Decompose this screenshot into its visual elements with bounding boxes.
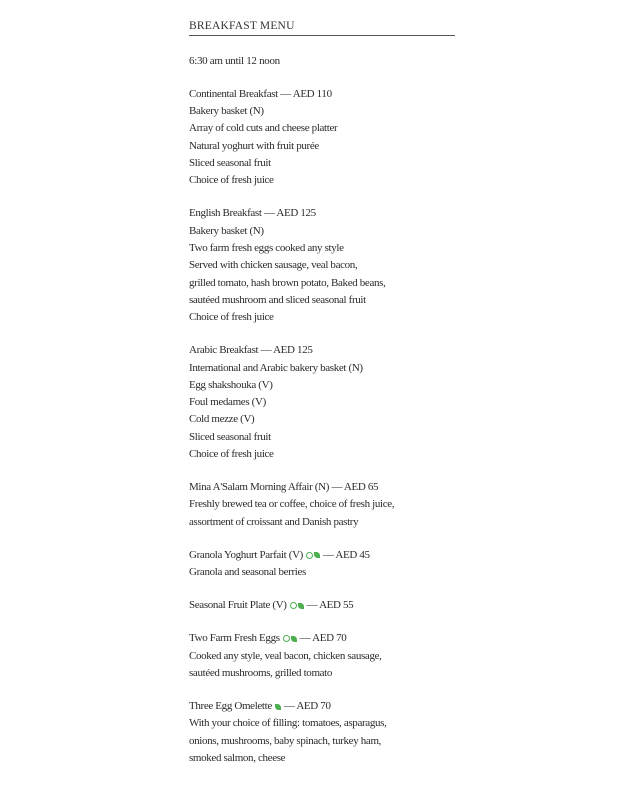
menu-item-description: grilled tomato, hash brown potato, Baked beans, — [189, 276, 386, 289]
leaf-icon — [275, 704, 281, 710]
menu-item-description: Array of cold cuts and cheese platter — [189, 122, 338, 135]
menu-item-heading — [189, 205, 489, 222]
menu-item-description: sautéed mushroom and sliced seasonal fruit — [189, 293, 366, 306]
menu-item-price: — AED 55 — [306, 599, 354, 612]
menu-item-price: — AED 65 — [331, 481, 379, 494]
menu-item-description: Freshly brewed tea or coffee, choice of fresh juice, — [189, 498, 395, 511]
vegetarian-icon — [290, 602, 297, 609]
menu-item-description: Egg shakshouka (V) — [189, 378, 273, 391]
dietary-icons — [275, 704, 281, 710]
menu-item-name: Seasonal Fruit Plate (V) — [189, 599, 287, 612]
menu-item-description: Bakery basket (N) — [189, 224, 264, 237]
menu-section — [189, 342, 489, 463]
menu-section — [189, 630, 489, 682]
menu-item-heading — [189, 698, 489, 715]
menu-item-name: Mina A'Salam Morning Affair (N) — [189, 481, 330, 494]
menu-item-price: — AED 110 — [280, 87, 332, 100]
menu-item-description: sautéed mushrooms, grilled tomato — [189, 666, 333, 679]
menu-item-description: Cold mezze (V) — [189, 413, 255, 426]
menu-item-description: Two farm fresh eggs cooked any style — [189, 241, 344, 254]
menu-section — [189, 597, 489, 614]
menu-item-description: With your choice of filling: tomatoes, asparagus, — [189, 717, 387, 730]
menu-item-heading — [189, 342, 489, 359]
menu-section — [189, 479, 489, 531]
dietary-icons — [283, 635, 297, 642]
menu-item-description: Sliced seasonal fruit — [189, 430, 271, 443]
menu-item-description: Granola and seasonal berries — [189, 566, 306, 579]
menu-item-heading — [189, 86, 489, 103]
menu-item-description: Foul medames (V) — [189, 396, 266, 409]
menu-item-heading — [189, 630, 489, 647]
vegetarian-icon — [306, 552, 313, 559]
leaf-icon — [314, 552, 320, 558]
menu-item-price: — AED 125 — [263, 207, 316, 220]
dietary-icons — [290, 602, 304, 609]
menu-item-name: Continental Breakfast — [189, 87, 278, 100]
menu-item-description: Choice of fresh juice — [189, 448, 274, 461]
menu-section — [189, 547, 489, 582]
menu-item-name: Arabic Breakfast — [189, 344, 259, 357]
menu-item-description: International and Arabic bakery basket (N) — [189, 361, 363, 374]
menu-item-description: smoked salmon, cheese — [189, 751, 286, 764]
menu-item-description: Choice of fresh juice — [189, 174, 274, 187]
menu-item-description: Bakery basket (N) — [189, 105, 264, 118]
menu-hours: 6:30 am until 12 noon — [189, 55, 280, 67]
menu-page — [189, 19, 489, 767]
menu-item-name: Three Egg Omelette — [189, 699, 272, 712]
menu-section — [189, 86, 489, 190]
menu-item-heading — [189, 479, 489, 496]
menu-item-name: Two Farm Fresh Eggs — [189, 632, 280, 645]
menu-item-name: English Breakfast — [189, 207, 262, 220]
menu-item-description: onions, mushrooms, baby spinach, turkey ham, — [189, 734, 382, 747]
menu-item-heading — [189, 597, 489, 614]
menu-section — [189, 698, 489, 767]
menu-item-price: — AED 125 — [260, 344, 313, 357]
menu-item-description: Cooked any style, veal bacon, chicken sausage, — [189, 649, 382, 662]
menu-item-price: — AED 70 — [283, 699, 331, 712]
leaf-icon — [291, 636, 297, 642]
menu-item-description: assortment of croissant and Danish pastry — [189, 515, 359, 528]
dietary-icons — [306, 552, 320, 559]
menu-title: BREAKFAST MENU — [189, 19, 455, 36]
menu-item-name: Granola Yoghurt Parfait (V) — [189, 548, 303, 561]
menu-item-description: Natural yoghurt with fruit purée — [189, 139, 319, 152]
leaf-icon — [298, 603, 304, 609]
menu-item-description: Sliced seasonal fruit — [189, 156, 271, 169]
menu-section — [189, 205, 489, 326]
menu-item-price: — AED 70 — [299, 632, 347, 645]
vegetarian-icon — [283, 635, 290, 642]
menu-item-price: — AED 45 — [322, 548, 370, 561]
menu-item-heading — [189, 547, 489, 564]
menu-sections — [189, 86, 489, 767]
menu-item-description: Served with chicken sausage, veal bacon, — [189, 259, 358, 272]
menu-item-description: Choice of fresh juice — [189, 311, 274, 324]
